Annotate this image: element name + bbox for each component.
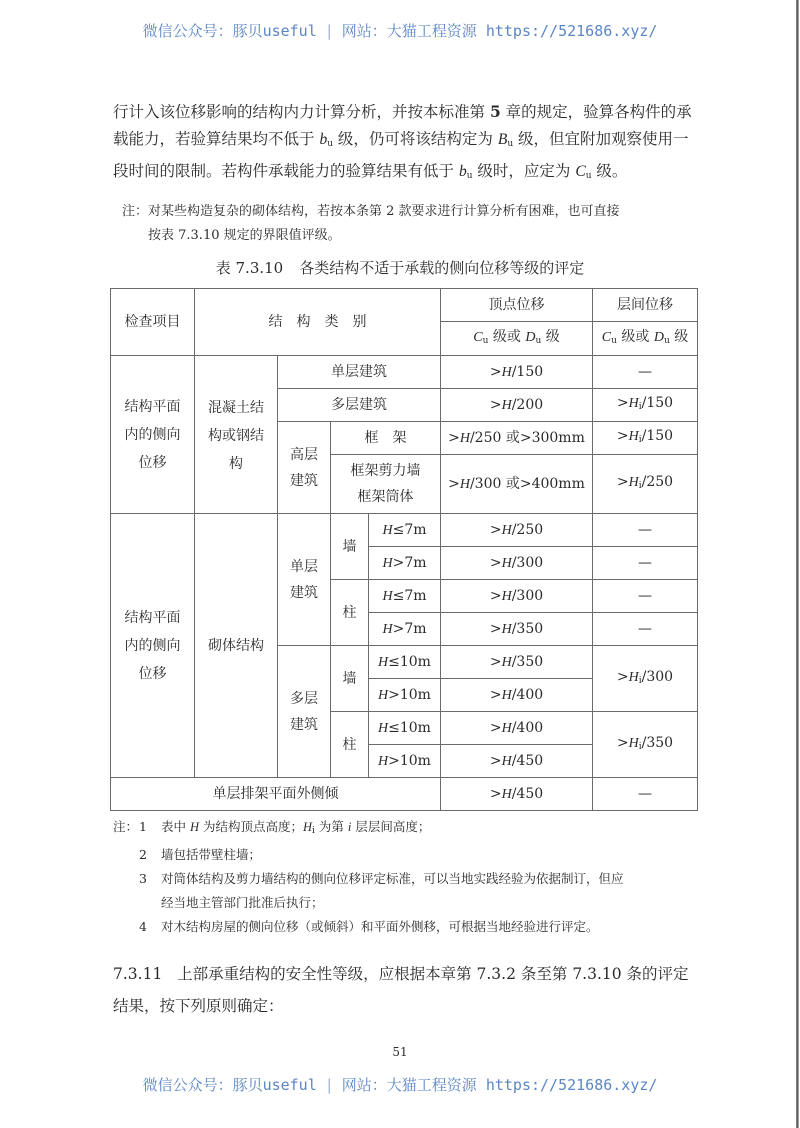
displacement-grade-table	[110, 288, 698, 811]
member-column: 柱	[331, 580, 369, 646]
note-line-1: 对某些构造复杂的砌体结构，若按本条第 2 款要求进行计算分析有困难，也可直接	[148, 204, 620, 219]
watermark-url[interactable]: https://521686.xyz/	[485, 22, 658, 40]
section-number: 7.3.11	[113, 965, 163, 983]
category-multi-story: 多层 建筑	[278, 646, 331, 778]
header-vertex-displacement: 顶点位移	[441, 289, 593, 322]
header-structure-category: 结 构 类 别	[195, 289, 441, 356]
check-item-inplane-1: 结构平面 内的侧向 位移	[111, 356, 195, 514]
watermark-wechat: 微信公众号：豚贝useful	[142, 22, 317, 40]
vertex-value: >H/450	[441, 745, 593, 778]
vertex-value: >H/350	[441, 646, 593, 679]
condition: H>10m	[369, 745, 441, 778]
para-line: 段时间的限制。若构件承载能力的验算结果有低于 $b_u$ 级时，应定为 $C_u$ 级。	[113, 162, 628, 181]
watermark-separator: |	[324, 22, 334, 40]
interstory-value: —	[593, 580, 698, 613]
condition: H>10m	[369, 679, 441, 712]
section-7-3-11	[113, 958, 697, 1022]
interstory-value: $>H_i/250$	[593, 455, 698, 514]
vertex-value: >H/250	[441, 514, 593, 547]
condition: H≤7m	[369, 514, 441, 547]
table-footnotes	[113, 815, 703, 939]
category-high-rise: 高层 建筑	[278, 422, 331, 514]
note-block	[122, 200, 698, 248]
vertex-value: >H/400	[441, 679, 593, 712]
vertex-value: >H/250 或>300mm	[441, 422, 593, 455]
footnote-item: 注： 1 表中 H 为结构顶点高度；$H_i$ 为第 i 层层间高度；	[113, 815, 703, 843]
condition: H≤10m	[369, 646, 441, 679]
interstory-value: —	[593, 778, 698, 811]
watermark-separator: |	[324, 1076, 334, 1094]
subtype-frame-shearwall-tube: 框架剪力墙 框架筒体	[331, 455, 441, 514]
vertex-value: >H/400	[441, 712, 593, 745]
footnote-item: 4 对木结构房屋的侧向位移（或倾斜）和平面外侧移，可根据当地经验进行评定。	[139, 919, 599, 934]
section-line-1: 上部承重结构的安全性等级，应根据本章第 7.3.2 条至第 7.3.10 条的评定	[177, 965, 689, 983]
interstory-value: $>H_i/150$	[593, 422, 698, 455]
body-paragraph	[113, 98, 697, 190]
interstory-value: $>H_i/150$	[593, 389, 698, 422]
watermark-footer	[0, 1074, 800, 1095]
note-lead: 注：	[122, 204, 149, 219]
condition: H>7m	[369, 613, 441, 646]
condition: H>7m	[369, 547, 441, 580]
watermark-url[interactable]: https://521686.xyz/	[485, 1076, 658, 1094]
table-caption-title: 各类结构不适于承载的侧向位移等级的评定	[299, 259, 585, 277]
vertex-value: >H/300	[441, 547, 593, 580]
category-single-story: 单层建筑	[278, 356, 441, 389]
vertex-value: >H/300 或>400mm	[441, 455, 593, 514]
interstory-value: —	[593, 356, 698, 389]
interstory-value: $>H_i/350$	[593, 712, 698, 778]
watermark-site: 网站：大猫工程资源	[341, 1076, 477, 1094]
watermark-site: 网站：大猫工程资源	[341, 22, 477, 40]
vertex-value: >H/300	[441, 580, 593, 613]
check-item-inplane-2: 结构平面 内的侧向 位移	[111, 514, 195, 778]
vertex-value: >H/200	[441, 389, 593, 422]
interstory-value: —	[593, 547, 698, 580]
table-caption	[0, 257, 800, 278]
interstory-value: $>H_i/300$	[593, 646, 698, 712]
section-line-2: 结果，按下列原则确定：	[113, 997, 284, 1015]
page-edge-divider	[796, 0, 799, 1128]
watermark-wechat: 微信公众号：豚贝useful	[142, 1076, 317, 1094]
category-multi-story: 多层建筑	[278, 389, 441, 422]
header-interstory-displacement: 层间位移	[593, 289, 698, 322]
structure-masonry: 砌体结构	[195, 514, 278, 778]
member-wall: 墙	[331, 646, 369, 712]
note-line-2: 按表 7.3.10 规定的界限值评级。	[148, 228, 341, 243]
member-column: 柱	[331, 712, 369, 778]
condition: H≤10m	[369, 712, 441, 745]
page-number: 51	[392, 1045, 408, 1059]
structure-concrete-steel: 混凝土结 构或钢结 构	[195, 356, 278, 514]
header-check-item: 检查项目	[111, 289, 195, 356]
watermark-header	[0, 20, 800, 41]
header-grade-interstory: $C_u$ 级或 $D_u$ 级	[593, 322, 698, 356]
interstory-value: —	[593, 613, 698, 646]
vertex-value: >H/450	[441, 778, 593, 811]
para-line: 行计入该位移影响的结构内力计算分析，并按本标准第 5 章的规定，验算各构件的承	[113, 102, 692, 121]
para-line: 载能力，若验算结果均不低于 $b_u$ 级，仍可将该结构定为 $B_u$ 级，但宜附加观察使用一	[113, 130, 689, 149]
footnote-lead: 注：	[113, 819, 139, 834]
vertex-value: >H/150	[441, 356, 593, 389]
table-caption-number: 表 7.3.10	[215, 259, 284, 277]
footnote-item: 3 对筒体结构及剪力墙结构的侧向位移评定标准，可以当地实践经验为依据制订，但应	[139, 871, 624, 886]
footnote-item-continued: 经当地主管部门批准后执行；	[161, 895, 324, 910]
footnote-item: 2 墙包括带壁柱墙；	[139, 847, 262, 862]
subtype-frame: 框 架	[331, 422, 441, 455]
member-wall: 墙	[331, 514, 369, 580]
condition: H≤7m	[369, 580, 441, 613]
category-single-story: 单层 建筑	[278, 514, 331, 646]
header-grade-vertex: $C_u$ 级或 $D_u$ 级	[441, 322, 593, 356]
interstory-value: —	[593, 514, 698, 547]
check-item-bent-frame-tilt: 单层排架平面外侧倾	[111, 778, 441, 811]
vertex-value: >H/350	[441, 613, 593, 646]
